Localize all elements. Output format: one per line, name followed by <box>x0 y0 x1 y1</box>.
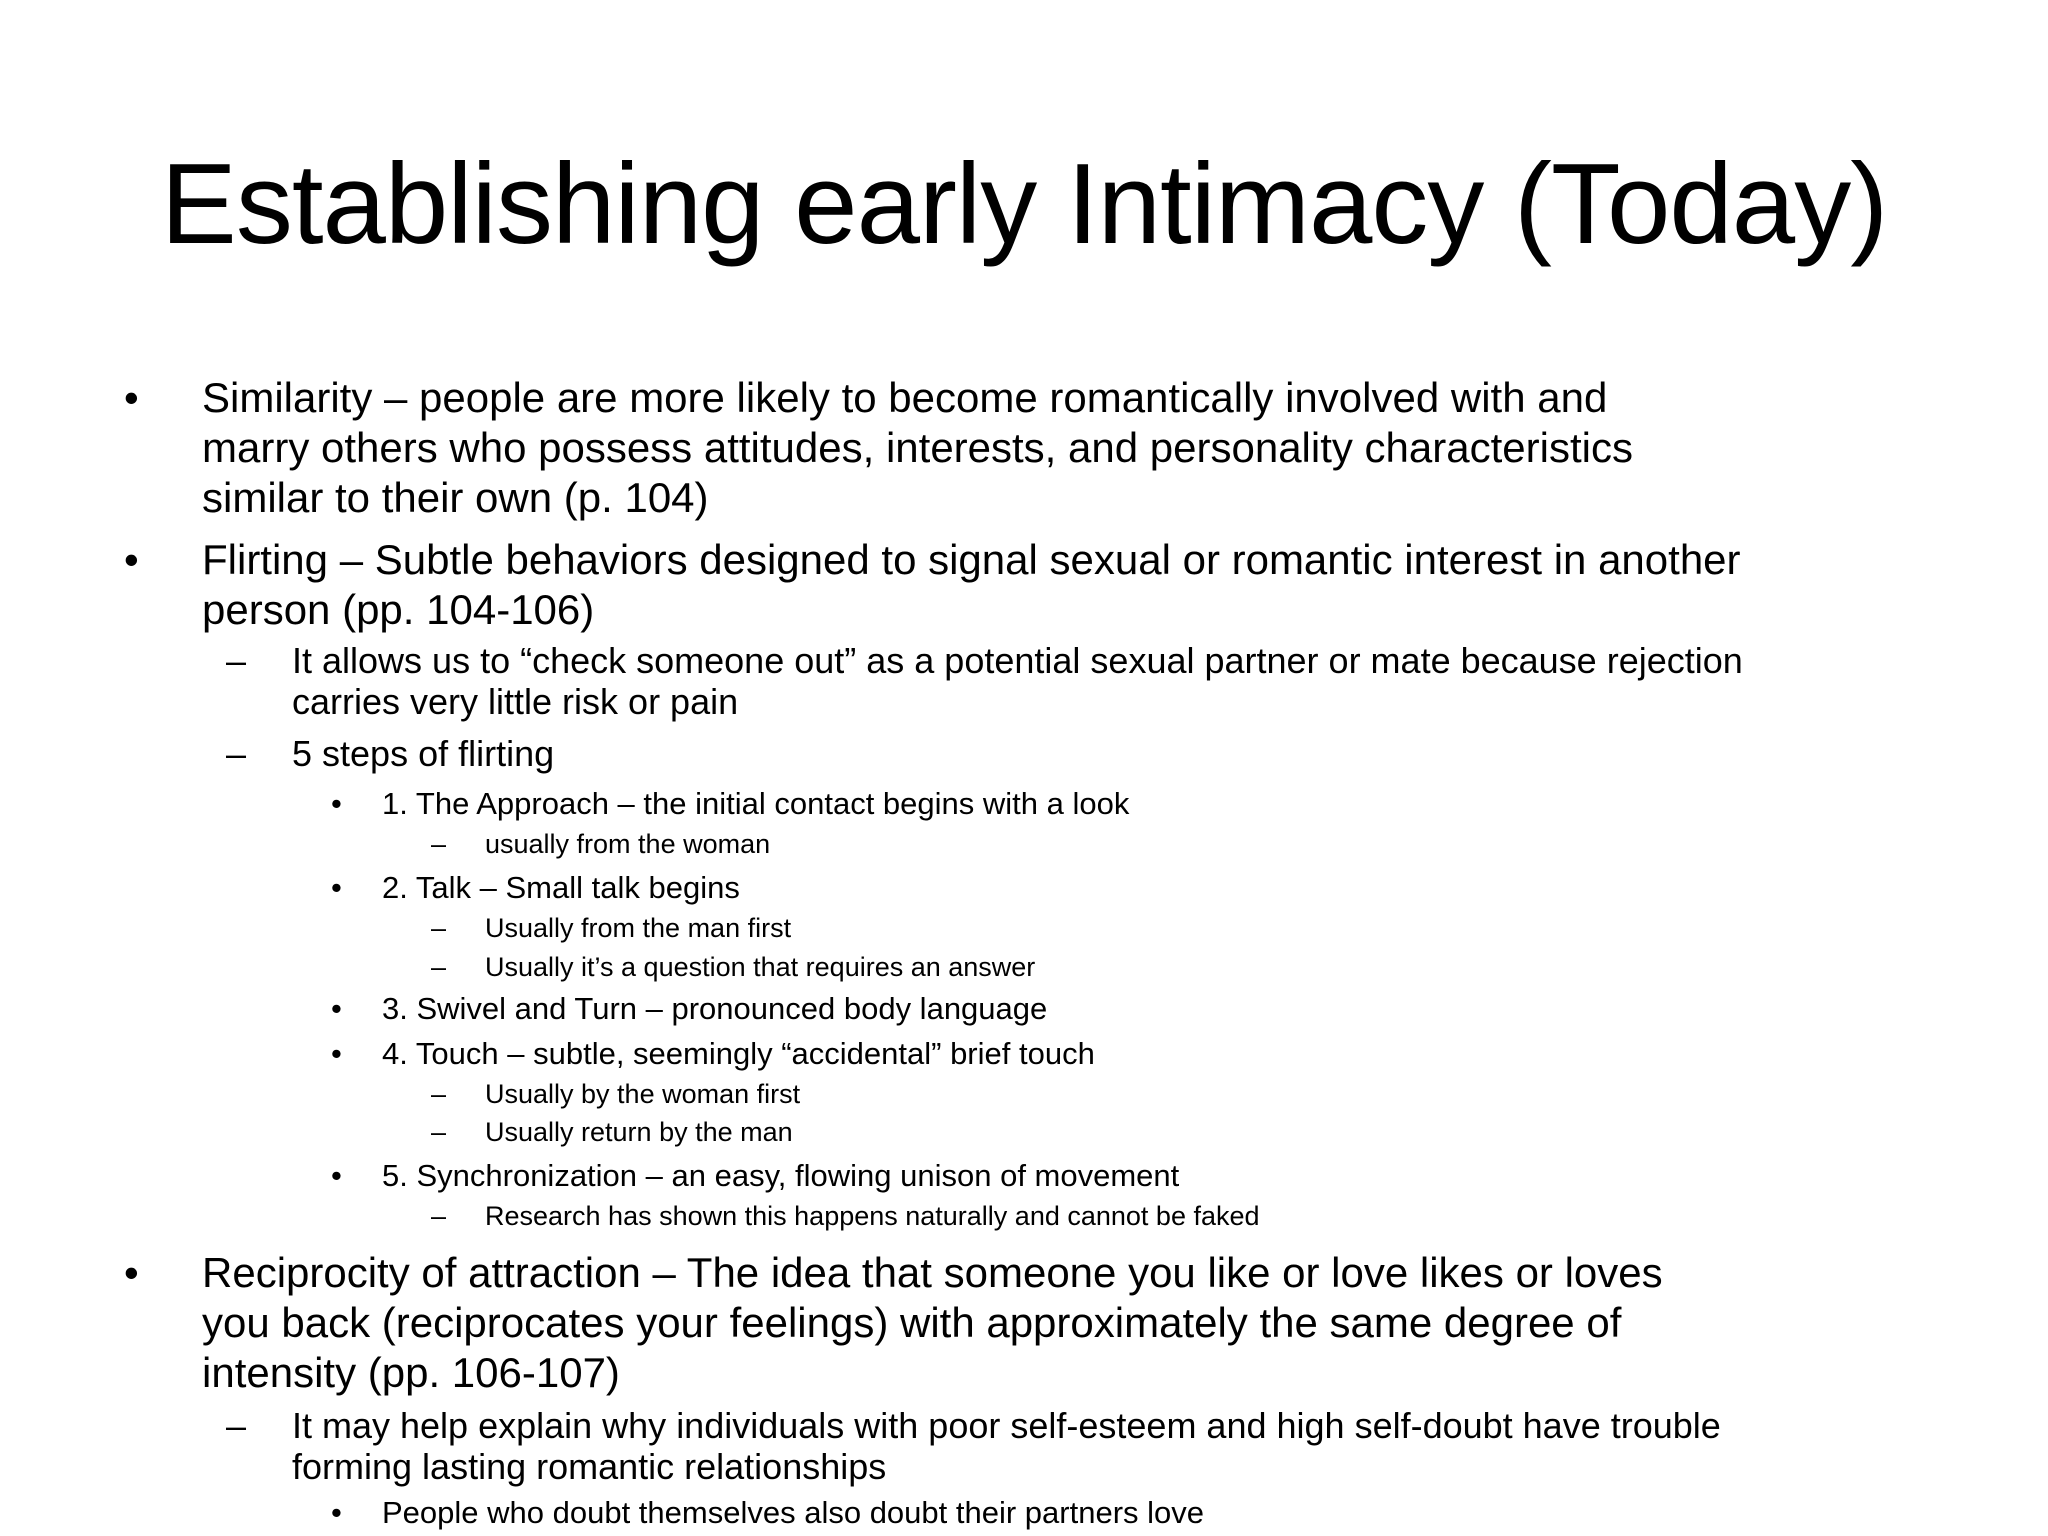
bullet-level-4 <box>485 1077 800 1111</box>
bullet-level-3 <box>382 869 740 907</box>
bullet-icon: • <box>331 1158 342 1193</box>
bullet-icon: • <box>331 786 342 821</box>
bullet-level-4 <box>485 827 770 861</box>
bullet-text-line: Similarity – people are more likely to become romantically involved with and <box>202 374 1608 421</box>
bullet-level-3 <box>382 990 1047 1028</box>
bullet-text-line: marry others who possess attitudes, interests, and personality characteristics <box>202 424 1633 471</box>
bullet-level-4 <box>485 1115 793 1149</box>
bullet-text-line: 4. Touch – subtle, seemingly “accidental” brief touch <box>382 1036 1095 1071</box>
bullet-text-line: similar to their own (p. 104) <box>202 474 709 521</box>
bullet-level-3 <box>382 1157 1179 1195</box>
bullet-text-line: Reciprocity of attraction – The idea that someone you like or love likes or loves <box>202 1249 1663 1296</box>
bullet-icon: • <box>331 1495 342 1530</box>
bullet-level-1 <box>202 1248 1663 1398</box>
bullet-level-4 <box>485 950 1035 984</box>
bullet-text-line: Usually from the man first <box>485 913 792 943</box>
bullet-text-line: forming lasting romantic relationships <box>292 1446 887 1487</box>
bullet-level-1 <box>202 535 1741 635</box>
dash-icon: – <box>431 1079 447 1109</box>
bullet-icon: • <box>331 870 342 905</box>
bullet-text-line: Usually by the woman first <box>485 1079 801 1109</box>
bullet-text-line: Research has shown this happens naturally and cannot be faked <box>485 1201 1260 1231</box>
bullet-text-line: 3. Swivel and Turn – pronounced body language <box>382 991 1048 1026</box>
dash-icon: – <box>226 640 247 681</box>
bullet-icon: • <box>124 374 139 421</box>
bullet-icon: • <box>124 536 139 583</box>
bullet-level-2 <box>292 1405 1721 1487</box>
bullet-text-line: People who doubt themselves also doubt their partners love <box>382 1495 1204 1530</box>
bullet-text-line: intensity (pp. 106-107) <box>202 1349 620 1396</box>
bullet-icon: • <box>331 991 342 1026</box>
dash-icon: – <box>431 952 447 982</box>
bullet-icon: • <box>331 1036 342 1071</box>
bullet-text-line: usually from the woman <box>485 829 771 859</box>
bullet-text-line: Flirting – Subtle behaviors designed to signal sexual or romantic interest in another <box>202 536 1741 583</box>
bullet-level-2 <box>292 733 554 774</box>
bullet-text-line: Usually return by the man <box>485 1117 793 1147</box>
bullet-level-1 <box>202 373 1633 523</box>
bullet-level-3 <box>382 785 1129 823</box>
bullet-text-line: 2. Talk – Small talk begins <box>382 870 740 905</box>
slide-title: Establishing early Intimacy (Today) <box>160 141 1888 268</box>
bullet-icon: • <box>124 1249 139 1296</box>
dash-icon: – <box>431 913 447 943</box>
dash-icon: – <box>431 1117 447 1147</box>
bullet-level-4 <box>485 911 791 945</box>
dash-icon: – <box>226 733 247 774</box>
bullet-level-3 <box>382 1494 1204 1532</box>
bullet-text-line: Usually it’s a question that requires an answer <box>485 952 1036 982</box>
bullet-text-line: carries very little risk or pain <box>292 681 739 722</box>
bullet-text-line: you back (reciprocates your feelings) with approximately the same degree of <box>202 1299 1622 1346</box>
dash-icon: – <box>431 1201 447 1231</box>
bullet-level-2 <box>292 640 1743 722</box>
dash-icon: – <box>431 829 447 859</box>
bullet-text-line: 1. The Approach – the initial contact begins with a look <box>382 786 1130 821</box>
bullet-text-line: It allows us to “check someone out” as a potential sexual partner or mate because rejection <box>292 640 1743 681</box>
bullet-text-line: 5. Synchronization – an easy, flowing unison of movement <box>382 1158 1180 1193</box>
bullet-text-line: It may help explain why individuals with poor self-esteem and high self-doubt have trouble <box>292 1405 1721 1446</box>
dash-icon: – <box>226 1405 247 1446</box>
bullet-text-line: 5 steps of flirting <box>292 733 555 774</box>
bullet-text-line: person (pp. 104-106) <box>202 586 595 633</box>
bullet-level-4 <box>485 1199 1260 1233</box>
bullet-level-3 <box>382 1035 1095 1073</box>
